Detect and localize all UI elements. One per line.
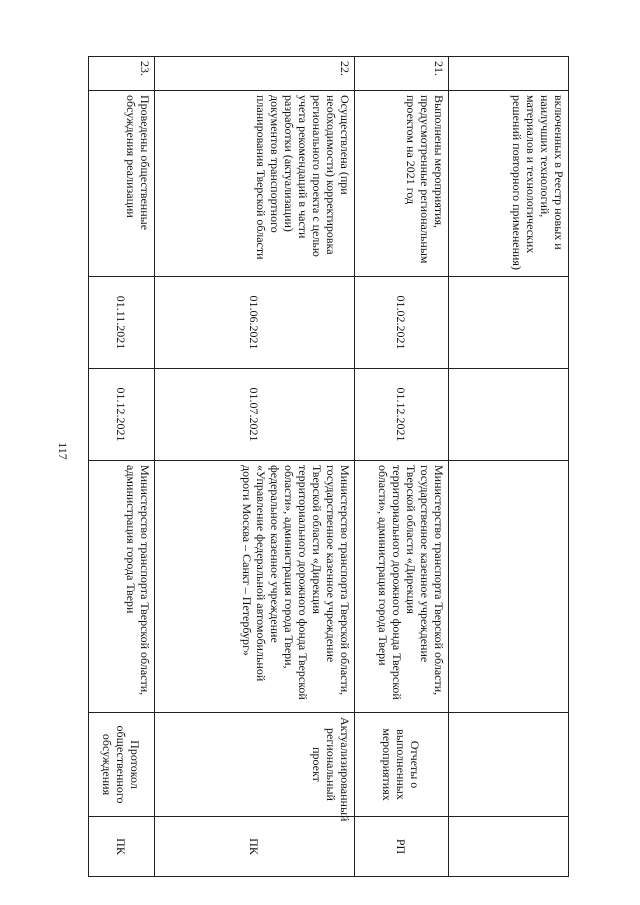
type-cell: ПК bbox=[155, 817, 355, 877]
start-date-cell: 01.02.2021 bbox=[355, 277, 449, 369]
result-cell bbox=[449, 713, 569, 817]
result-cell: Отчеты о выполненных мероприятиях bbox=[355, 713, 449, 817]
table-row bbox=[155, 57, 355, 877]
responsible-cell: Министерство транспорта Тверской области, администрация города Твери bbox=[89, 461, 155, 713]
table-row bbox=[449, 57, 569, 877]
rotated-table-container bbox=[89, 56, 569, 876]
end-date-cell bbox=[449, 369, 569, 461]
start-date-cell: 01.06.2021 bbox=[155, 277, 355, 369]
table-row bbox=[89, 57, 155, 877]
result-cell: Протокол общественного обсуждения bbox=[89, 713, 155, 817]
event-cell: Выполнены мероприятия, предусмотренные региональным проектом на 2021 год bbox=[355, 91, 449, 277]
event-cell: включенных в Реестр новых и наилучших технологий, материалов и технологических решений повторного применения) bbox=[449, 91, 569, 277]
end-date-cell: 01.12.2021 bbox=[89, 369, 155, 461]
responsible-cell: Министерство транспорта Тверской области, государственное казенное учреждение Тверской области «Дирекция территориального дорожного фонда Тверской области», администрация города Твери, федеральное казенное учреждение «Управление федеральной автомобильной дороги Москва – Санкт – Петербург» bbox=[155, 461, 355, 713]
event-cell: Осуществлена (при необходимости) корректировка регионального проекта с целью учета рекомендаций в части разработки (актуализации) документов транспортного планирования Тверской области bbox=[155, 91, 355, 277]
type-cell: РП bbox=[355, 817, 449, 877]
page-number: 117 bbox=[56, 442, 70, 460]
type-cell: ПК bbox=[89, 817, 155, 877]
type-cell bbox=[449, 817, 569, 877]
responsible-cell bbox=[449, 461, 569, 713]
start-date-cell: 01.11.2021 bbox=[89, 277, 155, 369]
measures-table bbox=[88, 56, 569, 877]
table-row bbox=[355, 57, 449, 877]
result-cell: Актуализированный региональный проект bbox=[155, 713, 355, 817]
start-date-cell bbox=[449, 277, 569, 369]
row-number bbox=[449, 57, 569, 91]
row-number: 22. bbox=[155, 57, 355, 91]
end-date-cell: 01.07.2021 bbox=[155, 369, 355, 461]
row-number: 23. bbox=[89, 57, 155, 91]
responsible-cell: Министерство транспорта Тверской области, государственное казенное учреждение Тверской области «Дирекция территориального дорожного фонда Тверской области», администрация города Твери bbox=[355, 461, 449, 713]
row-number: 21. bbox=[355, 57, 449, 91]
end-date-cell: 01.12.2021 bbox=[355, 369, 449, 461]
event-cell: Проведены общественные обсуждения реализации bbox=[89, 91, 155, 277]
